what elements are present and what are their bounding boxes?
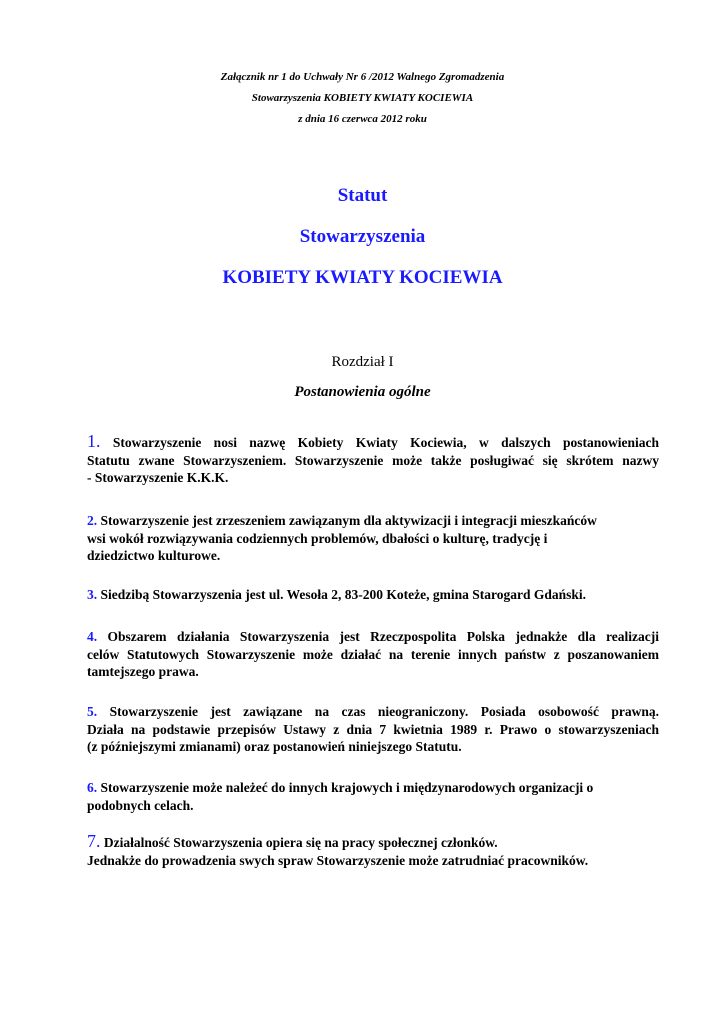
paragraph-line: Jednakże do prowadzenia swych spraw Stowarzyszenie może zatrudniać pracowników.: [87, 852, 589, 868]
paragraph-4: [87, 628, 659, 681]
paragraph-line: dziedzictwo kulturowe.: [87, 548, 221, 563]
paragraph-line: celów Statutowych Stowarzyszenie może działać na terenie innych państw z poszanowaniem: [87, 646, 659, 662]
paragraph-line: - Stowarzyszenie K.K.K.: [87, 470, 229, 485]
paragraph-line: podobnych celach.: [87, 797, 194, 813]
annex-line-3: z dnia 16 czerwca 2012 roku: [298, 113, 427, 125]
annex-line-2: Stowarzyszenia KOBIETY KWIATY KOCIEWIA: [251, 92, 474, 104]
paragraph-text: Stowarzyszenie nosi nazwę Kobiety Kwiaty Kociewia, w dalszych postanowieniach: [112, 435, 660, 450]
paragraph-line: [87, 703, 659, 721]
paragraph-7: [87, 833, 659, 869]
paragraph-6: [87, 779, 659, 814]
paragraph-line: tamtejszego prawa.: [87, 664, 199, 679]
paragraph-number: 6.: [87, 780, 98, 795]
paragraph-number: 5.: [87, 704, 98, 719]
paragraph-2: [87, 512, 659, 565]
paragraph-text: Obszarem działania Stowarzyszenia jest Rzeczpospolita Polska jednakże dla realizacji: [107, 629, 659, 644]
paragraph-line: Statutu zwane Stowarzyszeniem. Stowarzyszenie może także posługiwać się skrótem nazwy: [87, 452, 659, 468]
chapter-label: Rozdział I: [331, 354, 394, 370]
document-title: [0, 182, 725, 305]
paragraph-line: (z późniejszymi zmianami) oraz postanowień niniejszego Statutu.: [87, 739, 462, 754]
title-line-3: KOBIETY KWIATY KOCIEWIA: [222, 267, 503, 288]
paragraph-line: [87, 512, 659, 530]
title-line-1: Statut: [337, 185, 388, 206]
paragraph-line: [87, 586, 659, 604]
title-line-2: Stowarzyszenia: [299, 226, 426, 247]
annex-line-1: Załącznik nr 1 do Uchwały Nr 6 /2012 Walnego Zgromadzenia: [220, 71, 505, 83]
chapter-subtitle: Postanowienia ogólne: [294, 384, 431, 400]
paragraph-number: 1.: [87, 431, 101, 451]
paragraph-number: 3.: [87, 587, 98, 602]
paragraph-text: Siedzibą Stowarzyszenia jest ul. Wesoła 2, 83-200 Koteże, gmina Starogard Gdański.: [100, 587, 586, 602]
annex-header: [0, 70, 725, 133]
paragraph-line: [87, 833, 659, 852]
paragraph-text: Stowarzyszenie może należeć do innych krajowych i międzynarodowych organizacji o: [100, 780, 594, 795]
paragraph-line: wsi wokół rozwiązywania codziennych problemów, dbałości o kulturę, tradycję i: [87, 530, 548, 546]
paragraph-line: Działa na podstawie przepisów Ustawy z dnia 7 kwietnia 1989 r. Prawo o stowarzyszeniach: [87, 721, 659, 737]
paragraph-3: [87, 586, 659, 604]
paragraph-1: [87, 433, 659, 487]
paragraph-number: 4.: [87, 629, 98, 644]
paragraph-text: Stowarzyszenie jest zawiązane na czas nieograniczony. Posiada osobowość prawną.: [109, 704, 659, 719]
paragraph-text: Stowarzyszenie jest zrzeszeniem zawiązanym dla aktywizacji i integracji mieszkańców: [100, 513, 597, 528]
paragraph-line: [87, 779, 659, 797]
paragraph-number: 7.: [87, 831, 101, 851]
paragraph-text: Działalność Stowarzyszenia opiera się na pracy społecznej członków.: [103, 835, 498, 850]
paragraph-number: 2.: [87, 513, 98, 528]
paragraph-line: [87, 433, 659, 452]
paragraph-5: [87, 703, 659, 756]
paragraph-line: [87, 628, 659, 646]
